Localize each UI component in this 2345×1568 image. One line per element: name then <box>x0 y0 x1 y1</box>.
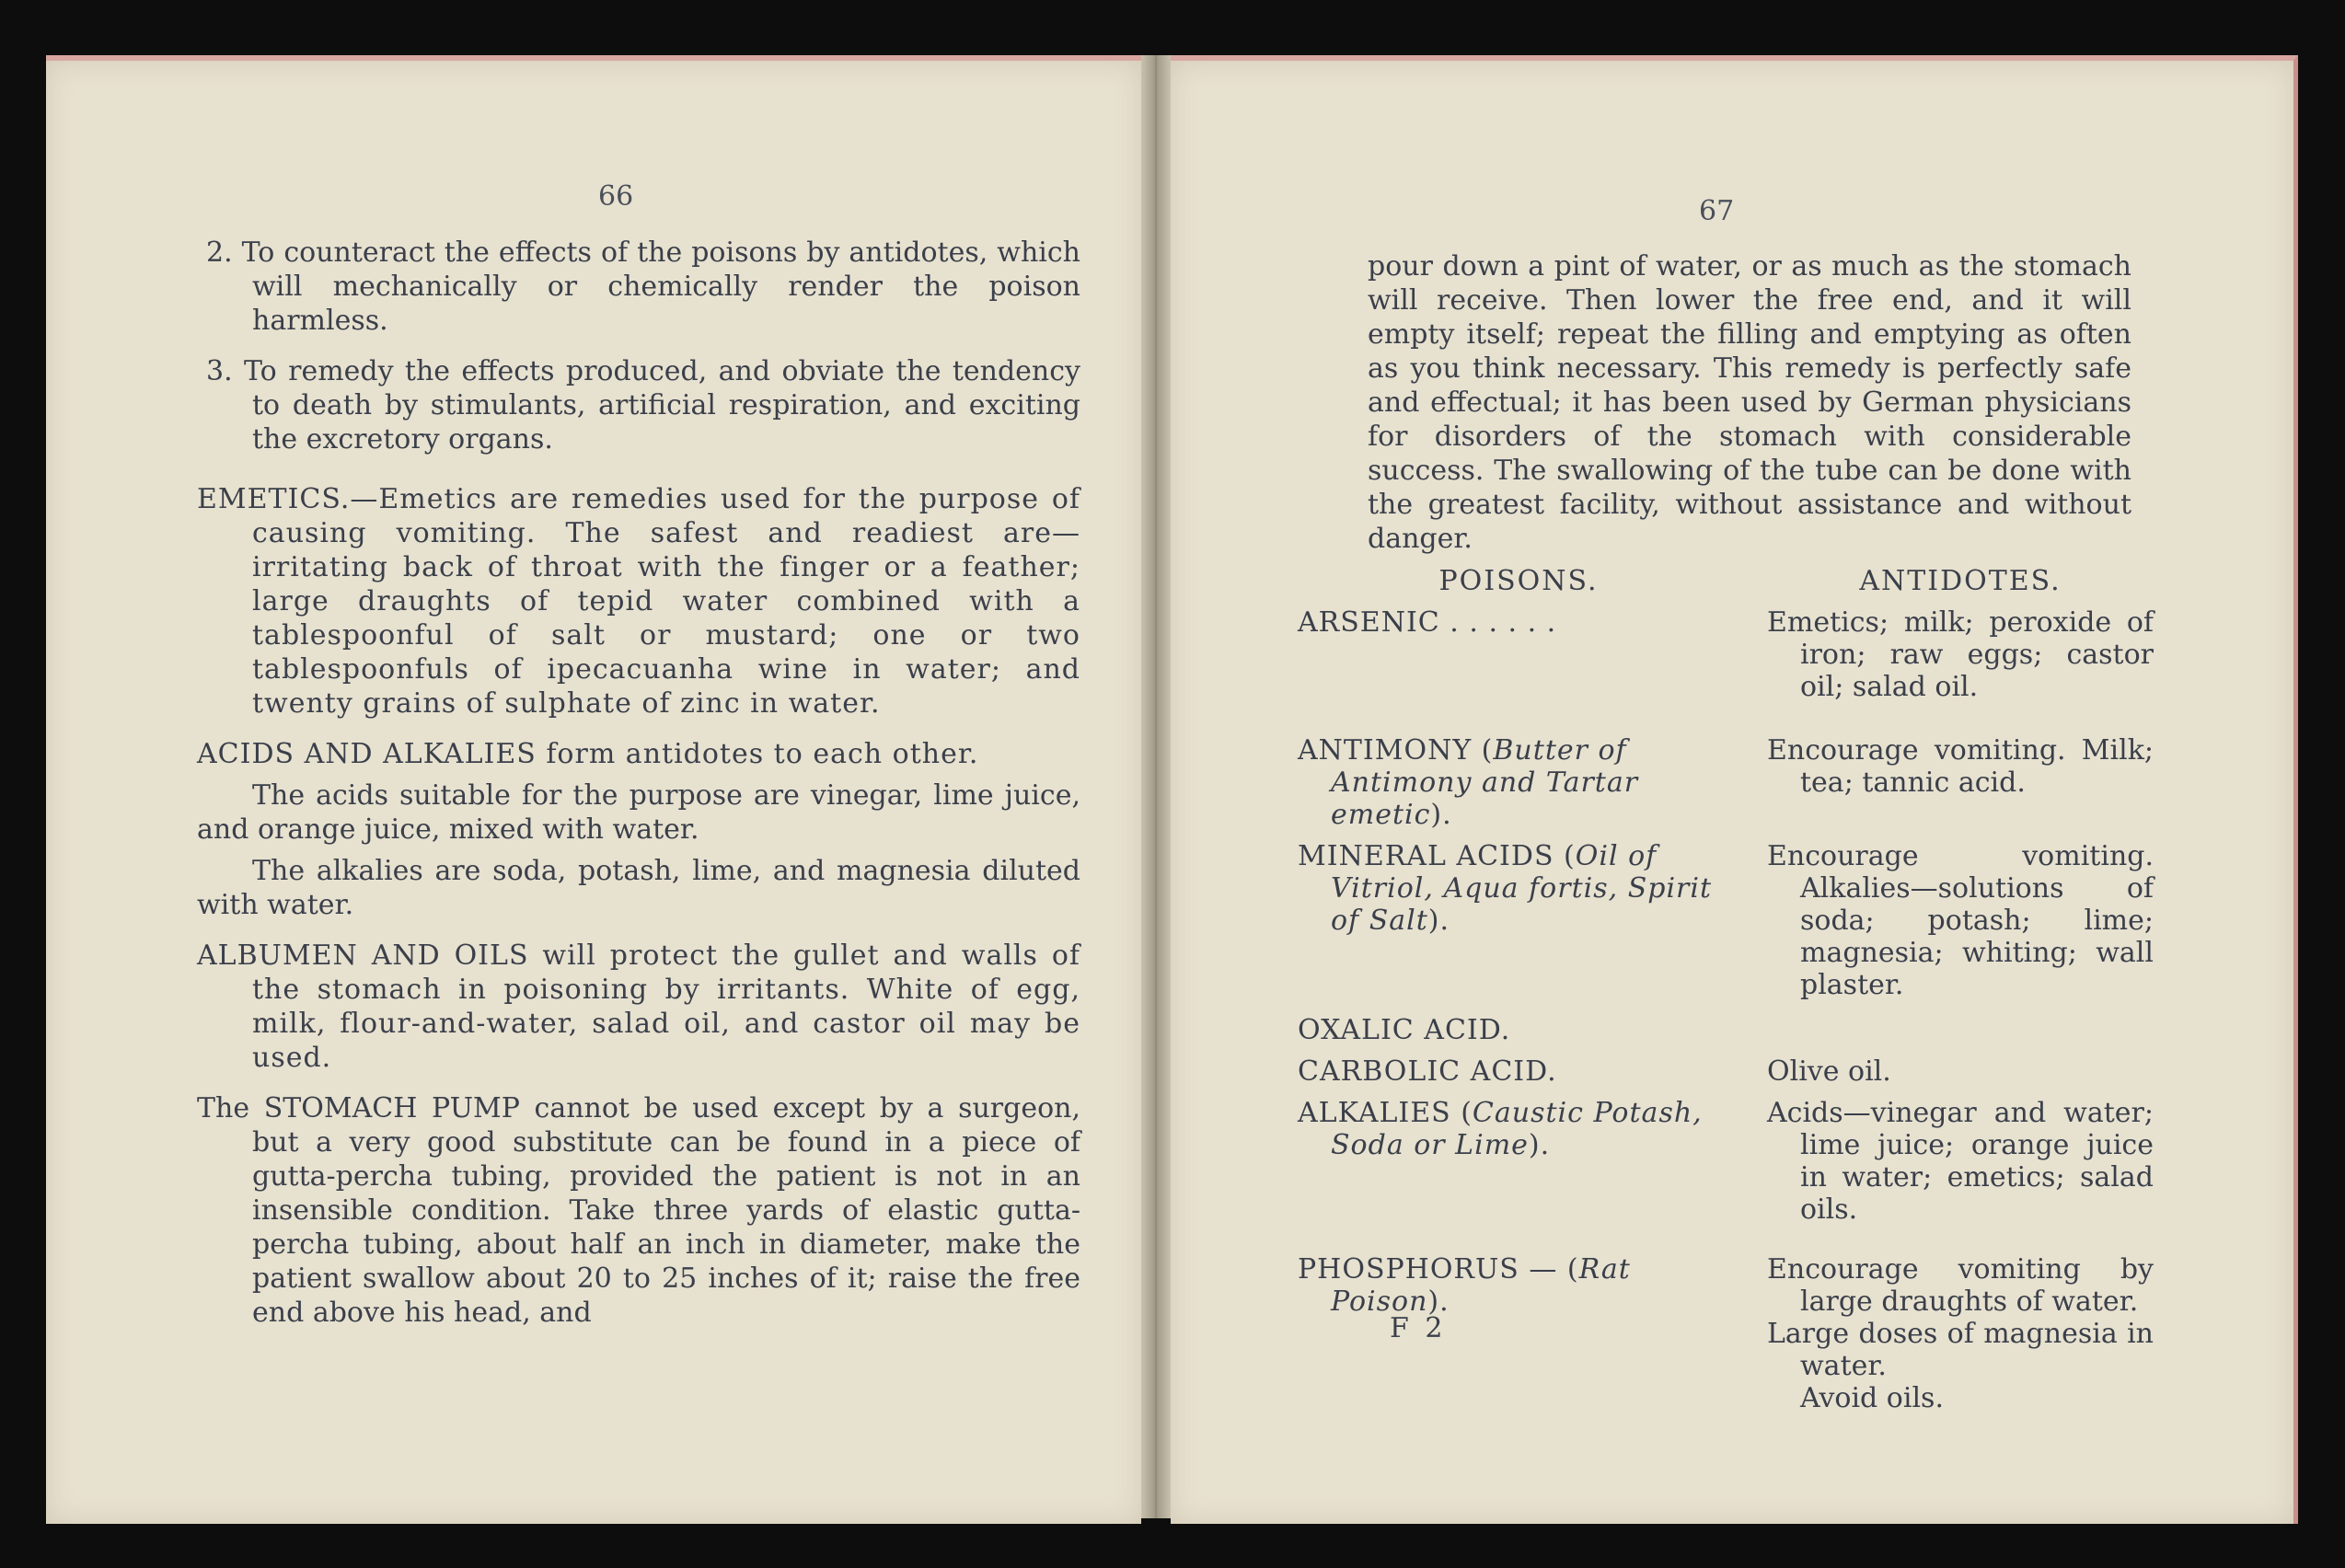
antidote-cell: Olive oil. <box>1767 1055 1891 1088</box>
table-row <box>1298 734 2154 831</box>
poison-cell: OXALIC ACID. <box>1298 1014 1511 1046</box>
page-number-left: 66 <box>598 180 634 213</box>
poison-name: ALKALIES ( <box>1298 1097 1473 1129</box>
table-row <box>1298 606 2154 703</box>
book-gutter <box>1141 55 1171 1518</box>
header-antidotes: ANTIDOTES. <box>1859 565 2062 597</box>
acids-heading: ACIDS AND ALKALIES form antidotes to each other. <box>197 738 979 770</box>
antidote-line: Avoid oils. <box>1800 1382 1944 1414</box>
poison-end: ). <box>1528 1129 1551 1161</box>
poison-name: ANTIMONY ( <box>1298 734 1494 767</box>
continuation-paragraph: pour down a pint of water, or as much as the stomach will receive. Then lower the free end, and it will empty itself; repeat the filling and emptying as often as you think necessary. This remedy is perfectly safe and effectual; it has been used by German physicians for disorders of the stomach with considerable success. The swallowing of the tube can be done with the greatest facility, without assistance and without danger. <box>1368 250 2131 555</box>
header-poisons: POISONS. <box>1438 565 1599 597</box>
poisons-antidotes-table <box>1298 565 2154 1414</box>
albumen-paragraph: ALBUMEN AND OILS will protect the gullet and walls of the stomach in poisoning by irritants. White of egg, milk, flour-and-water, salad oil, and castor oil may be used. <box>197 940 1080 1074</box>
list-number: 2. <box>206 236 233 269</box>
poison-cell <box>1298 1097 1739 1226</box>
antidote-cell <box>1767 1253 2154 1414</box>
poison-alias: Rat Poison <box>1331 1253 1631 1318</box>
poison-alias: Oil of Vitriol, Aqua fortis, Spirit of Salt <box>1331 840 1713 937</box>
poison-end: ). <box>1427 905 1450 937</box>
table-row <box>1298 1055 2154 1088</box>
antidote-cell: Acids—vinegar and water; lime juice; orange juice in water; emetics; salad oils. <box>1767 1097 2154 1226</box>
acids-paragraph-2: The alkalies are soda, potash, lime, and magnesia diluted with water. <box>197 855 1080 921</box>
table-row <box>1298 1014 2154 1046</box>
acids-paragraph-1: The acids suitable for the purpose are vinegar, lime juice, and orange juice, mixed with water. <box>197 779 1080 846</box>
poison-cell <box>1298 734 1739 831</box>
poison-alias: Butter of Antimony and Tartar emetic <box>1331 734 1639 831</box>
table-row <box>1298 840 2154 1001</box>
list-item-2 <box>197 236 1080 338</box>
table-row <box>1298 1097 2154 1226</box>
antidote-line: Encourage vomiting by large draughts of water. <box>1767 1253 2154 1318</box>
antidote-cell: Encourage vomiting. Milk; tea; tannic acid. <box>1767 734 2154 799</box>
left-column <box>197 236 1080 1330</box>
antidote-cell: Encourage vomiting. Alkalies—solutions of soda; potash; lime; magnesia; whiting; wall plaster. <box>1767 840 2154 1001</box>
page-number-right: 67 <box>1699 195 1735 227</box>
poison-cell: ARSENIC . . . . . . <box>1298 606 1557 639</box>
stomach-pump-paragraph: The STOMACH PUMP cannot be used except by a surgeon, but a very good substitute can be found in a piece of gutta-percha tubing, provided the patient is not in an insensible condition. Take three yards of elastic gutta-percha tubing, about half an inch in diameter, make the patient swallow about 20 to 25 inches of it; raise the free end above his head, and <box>197 1092 1080 1329</box>
right-page <box>1171 55 2298 1524</box>
signature-mark: F 2 <box>1390 1312 1447 1344</box>
list-text: To counteract the effects of the poisons by antidotes, which will mechanically or chemically render the poison harmless. <box>241 236 1080 337</box>
poison-name: PHOSPHORUS — ( <box>1298 1253 1579 1286</box>
poison-cell: CARBOLIC ACID. <box>1298 1055 1557 1088</box>
list-text: To remedy the effects produced, and obviate the tendency to death by stimulants, artificial respiration, and exciting the excretory organs. <box>244 355 1080 455</box>
emetics-paragraph: EMETICS.—Emetics are remedies used for the purpose of causing vomiting. The safest and readiest are—irritating back of throat with the finger or a feather; large draughts of tepid water combined with a tablespoonful of salt or mustard; one or two tablespoonfuls of ipecacuanha wine in water; and twenty grains of sulphate of zinc in water. <box>197 483 1080 720</box>
poison-name: MINERAL ACIDS ( <box>1298 840 1576 872</box>
list-number: 3. <box>206 355 233 387</box>
list-item-3 <box>197 354 1080 456</box>
table-header <box>1298 565 2154 597</box>
poison-end: ). <box>1427 1286 1450 1318</box>
poison-cell <box>1298 1253 1739 1414</box>
antidote-cell <box>1767 1014 2154 1046</box>
left-page <box>46 55 1141 1524</box>
poison-end: ). <box>1430 799 1452 831</box>
poison-alias: Caustic Potash, Soda or Lime <box>1331 1097 1703 1161</box>
poison-cell <box>1298 840 1739 1001</box>
antidote-line: Large doses of magnesia in water. <box>1767 1318 2154 1382</box>
antidote-cell: Emetics; milk; peroxide of iron; raw eggs; castor oil; salad oil. <box>1767 606 2154 703</box>
